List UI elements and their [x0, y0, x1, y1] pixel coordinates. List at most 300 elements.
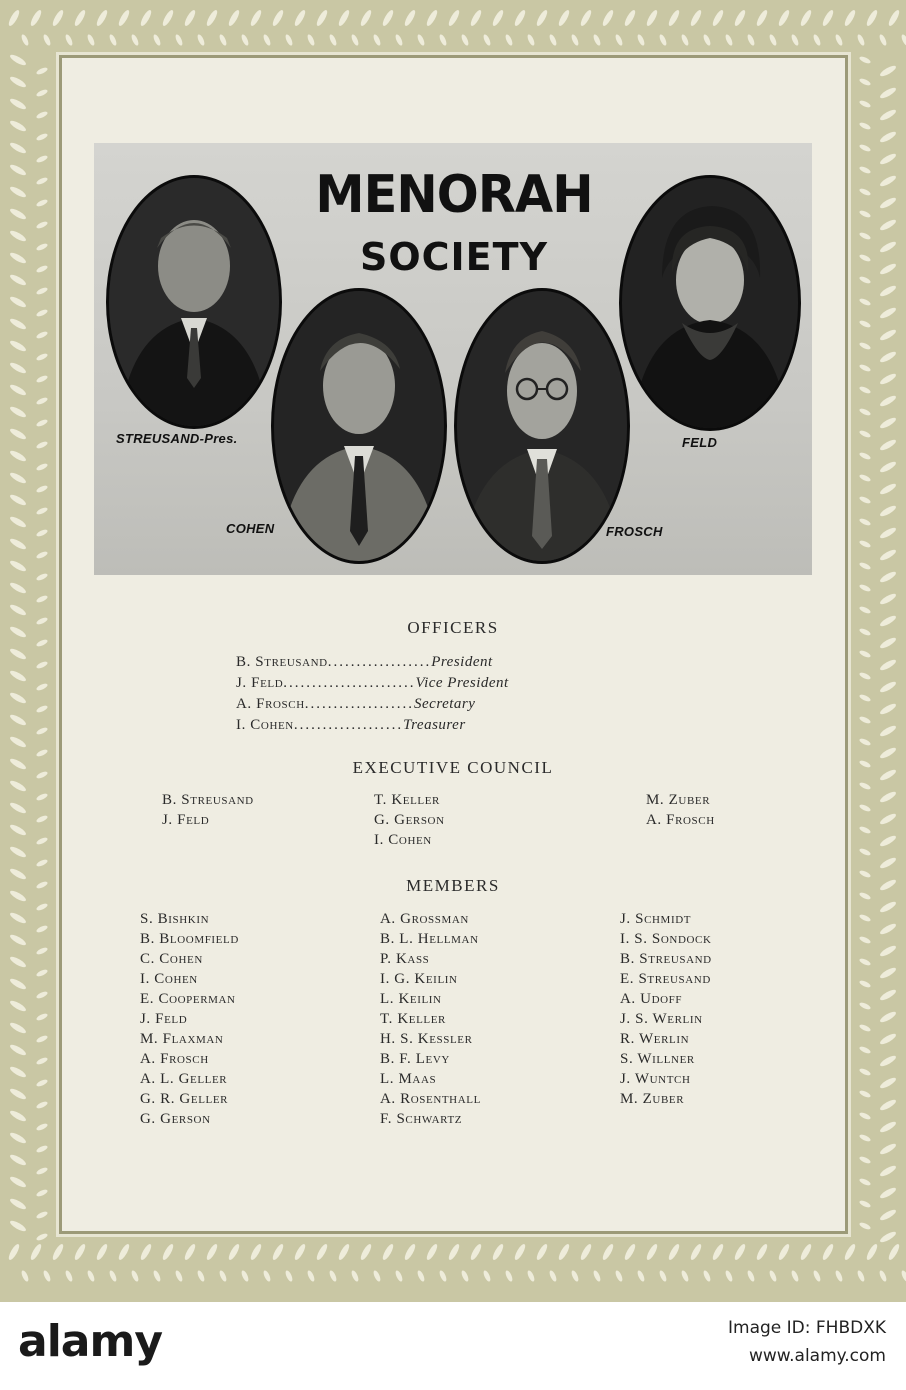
border-ornament — [9, 1131, 28, 1145]
border-ornament — [438, 34, 448, 47]
border-ornament — [879, 328, 898, 342]
border-ornament — [879, 548, 898, 562]
border-ornament — [859, 693, 872, 703]
border-ornament — [526, 34, 536, 47]
border-ornament — [856, 1270, 866, 1283]
border-ornament — [859, 341, 872, 351]
members-heading: MEMBERS — [406, 876, 500, 895]
border-ornament — [174, 1270, 184, 1283]
border-ornament — [95, 1243, 109, 1262]
officer-name: A. Frosch — [236, 696, 305, 712]
border-ornament — [36, 990, 49, 1000]
border-ornament — [108, 1270, 118, 1283]
border-ornament — [196, 1270, 206, 1283]
border-ornament — [859, 407, 872, 417]
border-ornament — [658, 34, 668, 47]
brand-logo: alamy — [18, 1316, 162, 1367]
border-ornament — [9, 845, 28, 859]
border-ornament — [879, 1164, 898, 1178]
council-column-3 — [646, 790, 715, 830]
list-item: I. Cohen — [140, 971, 198, 987]
border-ornament — [879, 218, 898, 232]
border-ornament — [879, 812, 898, 826]
border-ornament — [879, 108, 898, 122]
border-ornament — [36, 902, 49, 912]
border-ornament — [859, 275, 872, 285]
border-ornament — [879, 394, 898, 408]
border-ornament — [36, 594, 49, 604]
border-ornament — [812, 1270, 822, 1283]
list-item: C. Cohen — [140, 951, 203, 967]
border-ornament — [36, 924, 49, 934]
border-ornament — [372, 1270, 382, 1283]
list-item: L. Maas — [380, 1071, 437, 1087]
border-ornament — [262, 34, 272, 47]
border-ornament — [667, 1243, 681, 1262]
border-ornament — [9, 229, 28, 243]
border-ornament — [859, 231, 872, 241]
border-ornament — [667, 9, 681, 28]
border-ornament — [249, 9, 263, 28]
list-item: M. Zuber — [646, 792, 711, 808]
border-ornament — [416, 1270, 426, 1283]
border-ornament — [879, 1098, 898, 1112]
border-ornament — [557, 9, 571, 28]
list-item: B. L. Hellman — [380, 931, 479, 947]
border-ornament — [768, 1270, 778, 1283]
border-ornament — [879, 1186, 898, 1200]
border-ornament — [843, 1243, 857, 1262]
border-ornament — [879, 152, 898, 166]
officer-row — [236, 715, 466, 735]
border-ornament — [859, 1177, 872, 1187]
border-ornament — [689, 1243, 703, 1262]
border-ornament — [9, 1021, 28, 1035]
border-ornament — [879, 196, 898, 210]
border-ornament — [879, 1032, 898, 1046]
leader-dots: ................... — [304, 696, 415, 712]
leader-dots: .................. — [327, 654, 432, 670]
border-ornament — [36, 352, 49, 362]
border-ornament — [711, 9, 725, 28]
border-ornament — [20, 34, 30, 47]
border-ornament — [879, 856, 898, 870]
border-ornament — [36, 330, 49, 340]
border-ornament — [9, 1087, 28, 1101]
border-ornament — [777, 1243, 791, 1262]
border-ornament — [711, 1243, 725, 1262]
border-ornament — [799, 9, 813, 28]
border-ornament — [36, 286, 49, 296]
list-item: J. S. Werlin — [620, 1011, 703, 1027]
council-column-1 — [162, 790, 254, 830]
border-ornament — [36, 176, 49, 186]
border-ornament — [36, 1188, 49, 1198]
border-ornament — [491, 1243, 505, 1262]
border-ornament — [879, 570, 898, 584]
border-ornament — [9, 75, 28, 89]
border-ornament — [9, 471, 28, 485]
border-ornament — [425, 1243, 439, 1262]
border-ornament — [9, 1219, 28, 1233]
border-ornament — [878, 1270, 888, 1283]
officer-role: Vice President — [415, 675, 509, 691]
border-ornament — [879, 834, 898, 848]
border-ornament — [130, 1270, 140, 1283]
border-ornament — [284, 1270, 294, 1283]
border-ornament — [746, 1270, 756, 1283]
border-ornament — [879, 1120, 898, 1134]
list-item: G. R. Geller — [140, 1091, 229, 1107]
border-ornament — [859, 803, 872, 813]
list-item: B. Streusand — [620, 951, 712, 967]
border-ornament — [460, 1270, 470, 1283]
list-item: I. G. Keilin — [380, 971, 458, 987]
border-ornament — [879, 1142, 898, 1156]
border-ornament — [859, 539, 872, 549]
border-ornament — [821, 9, 835, 28]
border-ornament — [36, 726, 49, 736]
list-item: B. Streusand — [162, 792, 254, 808]
border-ornament — [879, 372, 898, 386]
border-ornament — [592, 1270, 602, 1283]
border-ornament — [117, 9, 131, 28]
border-ornament — [879, 1010, 898, 1024]
border-ornament — [879, 240, 898, 254]
border-ornament — [36, 814, 49, 824]
border-ornament — [645, 1243, 659, 1262]
border-ornament — [284, 34, 294, 47]
border-ornament — [36, 418, 49, 428]
border-ornament — [879, 174, 898, 188]
border-ornament — [579, 9, 593, 28]
border-ornament — [86, 1270, 96, 1283]
border-ornament — [879, 438, 898, 452]
border-ornament — [879, 262, 898, 276]
list-item: J. Schmidt — [620, 911, 692, 927]
border-ornament — [879, 680, 898, 694]
border-ornament — [900, 1270, 906, 1283]
border-ornament — [879, 306, 898, 320]
border-ornament — [879, 966, 898, 980]
border-ornament — [799, 1243, 813, 1262]
border-ornament — [372, 34, 382, 47]
border-ornament — [834, 1270, 844, 1283]
border-ornament — [859, 451, 872, 461]
border-ornament — [790, 34, 800, 47]
portrait-feld — [619, 175, 801, 431]
border-ornament — [879, 922, 898, 936]
border-ornament — [240, 1270, 250, 1283]
border-ornament — [36, 836, 49, 846]
border-ornament — [570, 1270, 580, 1283]
border-ornament — [9, 361, 28, 375]
border-ornament — [139, 1243, 153, 1262]
border-ornament — [859, 1001, 872, 1011]
border-ornament — [859, 1155, 872, 1165]
border-ornament — [36, 484, 49, 494]
border-ornament — [36, 1012, 49, 1022]
border-ornament — [636, 34, 646, 47]
list-item: F. Schwartz — [380, 1111, 463, 1127]
border-ornament — [36, 1078, 49, 1088]
border-ornament — [328, 1270, 338, 1283]
list-item: H. S. Kessler — [380, 1031, 473, 1047]
border-ornament — [859, 473, 872, 483]
border-ornament — [482, 34, 492, 47]
border-ornament — [108, 34, 118, 47]
list-item: S. Willner — [620, 1051, 695, 1067]
border-ornament — [36, 110, 49, 120]
officer-row — [236, 694, 475, 714]
border-ornament — [879, 64, 898, 78]
border-ornament — [9, 1043, 28, 1057]
border-ornament — [790, 1270, 800, 1283]
border-ornament — [36, 88, 49, 98]
label-streusand: STREUSAND-Pres. — [116, 431, 238, 446]
border-ornament — [821, 1243, 835, 1262]
list-item: A. Grossman — [380, 911, 469, 927]
border-ornament — [9, 273, 28, 287]
border-ornament — [859, 385, 872, 395]
border-ornament — [9, 163, 28, 177]
border-ornament — [859, 1133, 872, 1143]
label-frosch: FROSCH — [606, 524, 663, 539]
border-ornament — [900, 34, 906, 47]
border-ornament — [9, 669, 28, 683]
border-ornament — [859, 913, 872, 923]
border-ornament — [29, 9, 43, 28]
border-ornament — [859, 715, 872, 725]
border-ornament — [36, 572, 49, 582]
list-item: G. Gerson — [374, 812, 445, 828]
border-ornament — [680, 1270, 690, 1283]
photo-panel — [94, 143, 812, 575]
border-ornament — [755, 9, 769, 28]
border-ornament — [36, 132, 49, 142]
border-ornament — [306, 1270, 316, 1283]
border-ornament — [859, 1199, 872, 1209]
border-ornament — [20, 1270, 30, 1283]
border-ornament — [394, 34, 404, 47]
officer-name: I. Cohen — [236, 717, 294, 733]
border-ornament — [879, 460, 898, 474]
border-ornament — [36, 242, 49, 252]
border-ornament — [205, 9, 219, 28]
portrait-cohen — [271, 288, 447, 564]
border-ornament — [702, 34, 712, 47]
border-ornament — [36, 506, 49, 516]
officer-role: President — [431, 654, 493, 670]
officer-name: J. Feld — [236, 675, 284, 691]
stock-footer — [0, 1302, 906, 1390]
border-ornament — [36, 1144, 49, 1154]
list-item: L. Keilin — [380, 991, 442, 1007]
border-ornament — [859, 363, 872, 373]
border-ornament — [36, 946, 49, 956]
border-ornament — [218, 34, 228, 47]
officers-heading: OFFICERS — [407, 618, 499, 637]
list-item: A. Udoff — [620, 991, 683, 1007]
border-ornament — [879, 416, 898, 430]
border-ornament — [878, 34, 888, 47]
border-ornament — [614, 34, 624, 47]
border-ornament — [859, 1023, 872, 1033]
border-ornament — [64, 1270, 74, 1283]
list-item: M. Zuber — [620, 1091, 685, 1107]
border-ornament — [9, 1153, 28, 1167]
border-ornament — [859, 495, 872, 505]
border-ornament — [859, 429, 872, 439]
border-ornament — [879, 988, 898, 1002]
list-item: P. Kass — [380, 951, 430, 967]
border-ornament — [859, 165, 872, 175]
border-ornament — [469, 9, 483, 28]
border-ornament — [271, 9, 285, 28]
border-ornament — [9, 779, 28, 793]
border-ornament — [36, 1210, 49, 1220]
border-ornament — [51, 9, 65, 28]
border-ornament — [117, 1243, 131, 1262]
border-ornament — [36, 704, 49, 714]
border-ornament — [755, 1243, 769, 1262]
border-ornament — [879, 1208, 898, 1222]
officer-role: Treasurer — [403, 717, 466, 733]
border-ornament — [834, 34, 844, 47]
border-ornament — [36, 792, 49, 802]
border-ornament — [859, 253, 872, 263]
border-ornament — [9, 801, 28, 815]
border-ornament — [9, 823, 28, 837]
border-ornament — [36, 968, 49, 978]
border-ornament — [36, 660, 49, 670]
border-ornament — [9, 955, 28, 969]
border-ornament — [36, 682, 49, 692]
officer-role: Secretary — [414, 696, 476, 712]
border-ornament — [733, 1243, 747, 1262]
border-ornament — [879, 86, 898, 100]
border-ornament — [859, 1067, 872, 1077]
members-column-3 — [620, 909, 712, 1109]
border-ornament — [36, 440, 49, 450]
border-ornament — [859, 825, 872, 835]
officer-row — [236, 652, 493, 672]
border-ornament — [859, 649, 872, 659]
border-ornament — [416, 34, 426, 47]
border-ornament — [36, 1034, 49, 1044]
border-ornament — [491, 9, 505, 28]
society-title-line2: SOCIETY — [359, 235, 549, 279]
list-item: J. Feld — [140, 1011, 188, 1027]
border-ornament — [9, 185, 28, 199]
border-ornament — [359, 1243, 373, 1262]
border-ornament — [879, 1230, 898, 1244]
border-ornament — [504, 1270, 514, 1283]
border-ornament — [337, 1243, 351, 1262]
border-ornament — [42, 34, 52, 47]
border-ornament — [724, 1270, 734, 1283]
border-ornament — [879, 1054, 898, 1068]
border-ornament — [36, 462, 49, 472]
border-ornament — [36, 374, 49, 384]
border-ornament — [9, 295, 28, 309]
border-ornament — [36, 220, 49, 230]
border-ornament — [623, 1243, 637, 1262]
border-ornament — [271, 1243, 285, 1262]
border-ornament — [9, 581, 28, 595]
border-ornament — [9, 141, 28, 155]
border-ornament — [9, 911, 28, 925]
label-cohen: COHEN — [226, 521, 275, 536]
border-ornament — [9, 647, 28, 661]
border-ornament — [859, 209, 872, 219]
border-ornament — [36, 396, 49, 406]
border-ornament — [9, 207, 28, 221]
portrait-frosch — [454, 288, 630, 564]
border-ornament — [447, 1243, 461, 1262]
border-ornament — [183, 9, 197, 28]
border-ornament — [350, 34, 360, 47]
border-ornament — [9, 933, 28, 947]
border-ornament — [64, 34, 74, 47]
border-ornament — [36, 1232, 49, 1242]
border-ornament — [482, 1270, 492, 1283]
border-ornament — [227, 9, 241, 28]
border-ornament — [9, 119, 28, 133]
officer-row — [236, 673, 509, 693]
border-ornament — [879, 526, 898, 540]
border-ornament — [36, 638, 49, 648]
border-ornament — [887, 1243, 901, 1262]
border-ornament — [9, 427, 28, 441]
border-ornament — [438, 1270, 448, 1283]
list-item: T. Keller — [380, 1011, 446, 1027]
border-ornament — [7, 9, 21, 28]
border-ornament — [36, 748, 49, 758]
border-ornament — [859, 979, 872, 989]
border-ornament — [315, 1243, 329, 1262]
members-column-2 — [380, 909, 481, 1129]
border-ornament — [9, 603, 28, 617]
border-ornament — [218, 1270, 228, 1283]
border-ornament — [513, 1243, 527, 1262]
image-id: Image ID: FHBDXK — [728, 1318, 886, 1338]
border-ornament — [73, 9, 87, 28]
border-ornament — [879, 350, 898, 364]
border-ornament — [879, 130, 898, 144]
list-item: A. Frosch — [140, 1051, 209, 1067]
border-ornament — [359, 9, 373, 28]
border-ornament — [381, 1243, 395, 1262]
border-ornament — [879, 1076, 898, 1090]
leader-dots: ....................... — [283, 675, 416, 691]
list-item: A. Frosch — [646, 812, 715, 828]
border-ornament — [526, 1270, 536, 1283]
border-ornament — [42, 1270, 52, 1283]
border-ornament — [859, 187, 872, 197]
border-ornament — [205, 1243, 219, 1262]
border-ornament — [161, 1243, 175, 1262]
border-ornament — [262, 1270, 272, 1283]
border-ornament — [570, 34, 580, 47]
border-ornament — [879, 790, 898, 804]
border-ornament — [460, 34, 470, 47]
list-item: A. L. Geller — [140, 1071, 228, 1087]
border-ornament — [9, 449, 28, 463]
border-ornament — [859, 55, 872, 65]
border-ornament — [879, 636, 898, 650]
border-ornament — [196, 34, 206, 47]
